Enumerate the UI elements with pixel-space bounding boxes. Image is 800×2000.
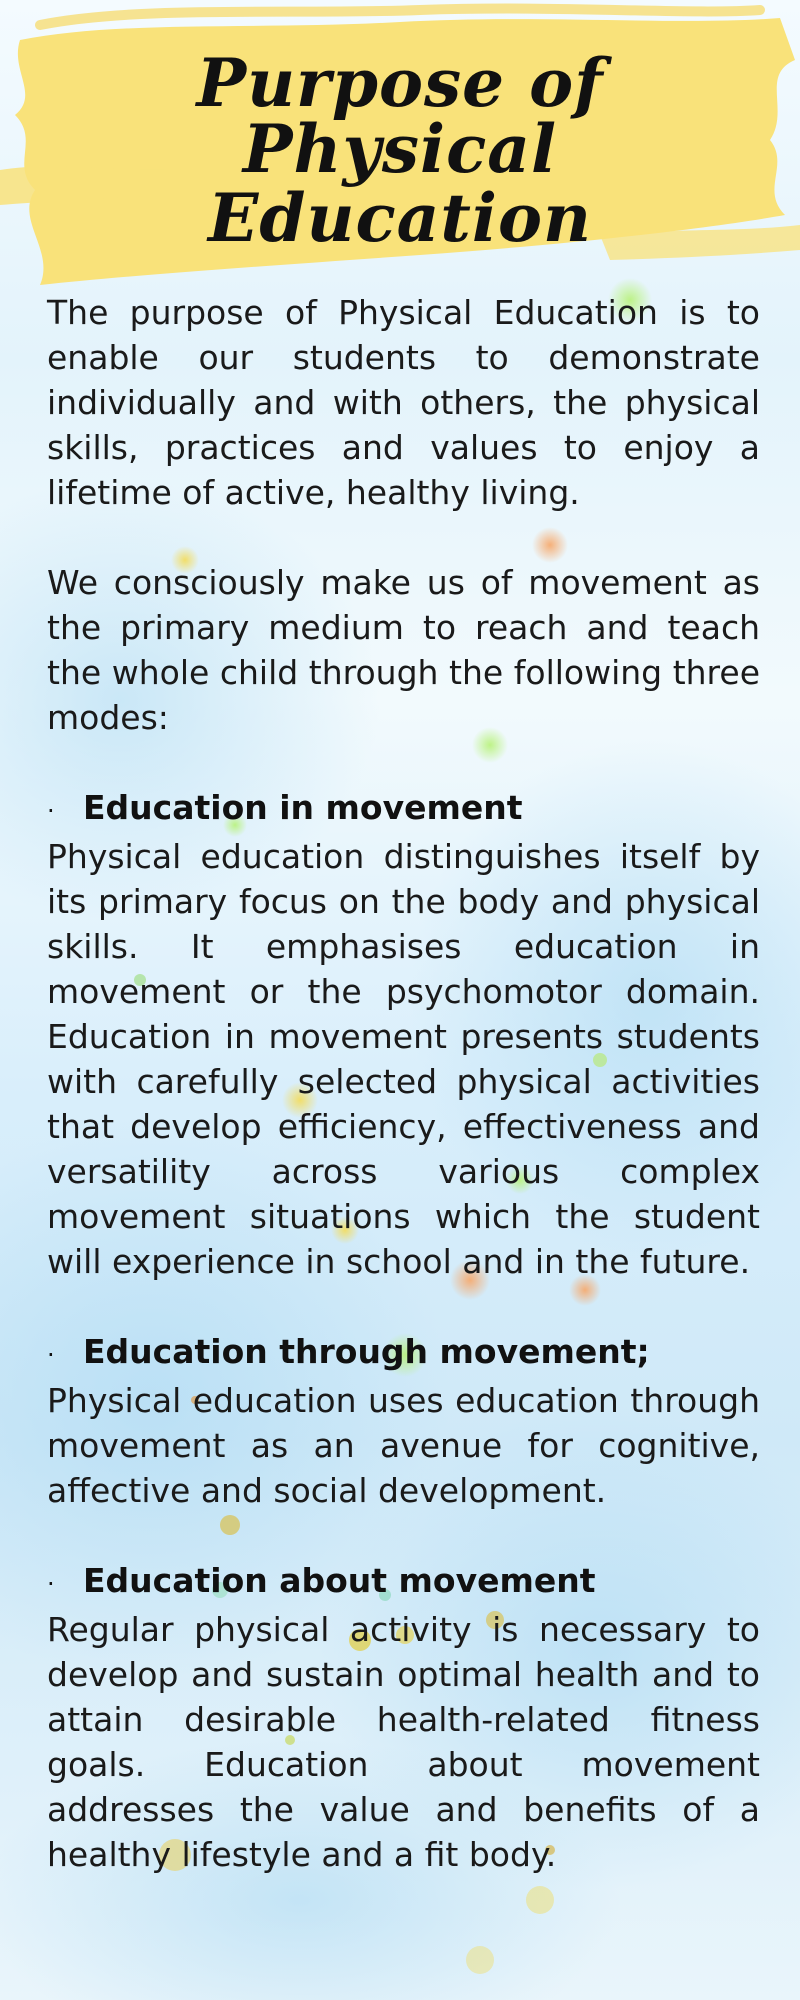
- bullet-icon: ·: [47, 1341, 55, 1369]
- section-heading: [47, 1329, 760, 1378]
- bullet-icon: ·: [47, 1570, 55, 1598]
- intro-paragraph: The purpose of Physical Education is to enable our students to demonstrate individually and with others, the physical skills, practices and values to enjoy a lifetime of active, healthy living.: [47, 293, 760, 512]
- page-title-line-1: Purpose of Physical: [196, 44, 604, 188]
- section-heading-text: Education about movement: [83, 1561, 596, 1600]
- section-education-about-movement: [47, 1558, 760, 1877]
- section-body: Physical education uses education through movement as an avenue for cognitive, affective and social development.: [47, 1381, 760, 1510]
- section-heading: [47, 1558, 760, 1607]
- intro-paragraph: We consciously make us of movement as the primary medium to reach and teach the whole child through the following three modes:: [47, 563, 760, 737]
- page-title-line-2: Education: [208, 179, 592, 257]
- section-education-through-movement: [47, 1329, 760, 1513]
- section-heading-text: Education through movement;: [83, 1332, 650, 1371]
- section-body: Regular physical activity is necessary to develop and sustain optimal health and to attain desirable health-related fitness goals. Education about movement addresses the value and benefits of a healthy lifestyle and a fit body.: [47, 1610, 760, 1874]
- bullet-icon: ·: [47, 797, 55, 825]
- section-body: Physical education distinguishes itself by its primary focus on the body and physical skills. It emphasises education in movement or the psychomotor domain. Education in movement presents students with carefully selected physical activities that develop efficiency, effectiveness and versatility across various complex movement situations which the student will experience in school and in the future.: [47, 837, 760, 1281]
- section-heading: [47, 785, 760, 834]
- main-content: [47, 290, 760, 1877]
- section-education-in-movement: [47, 785, 760, 1284]
- section-heading-text: Education in movement: [83, 788, 523, 827]
